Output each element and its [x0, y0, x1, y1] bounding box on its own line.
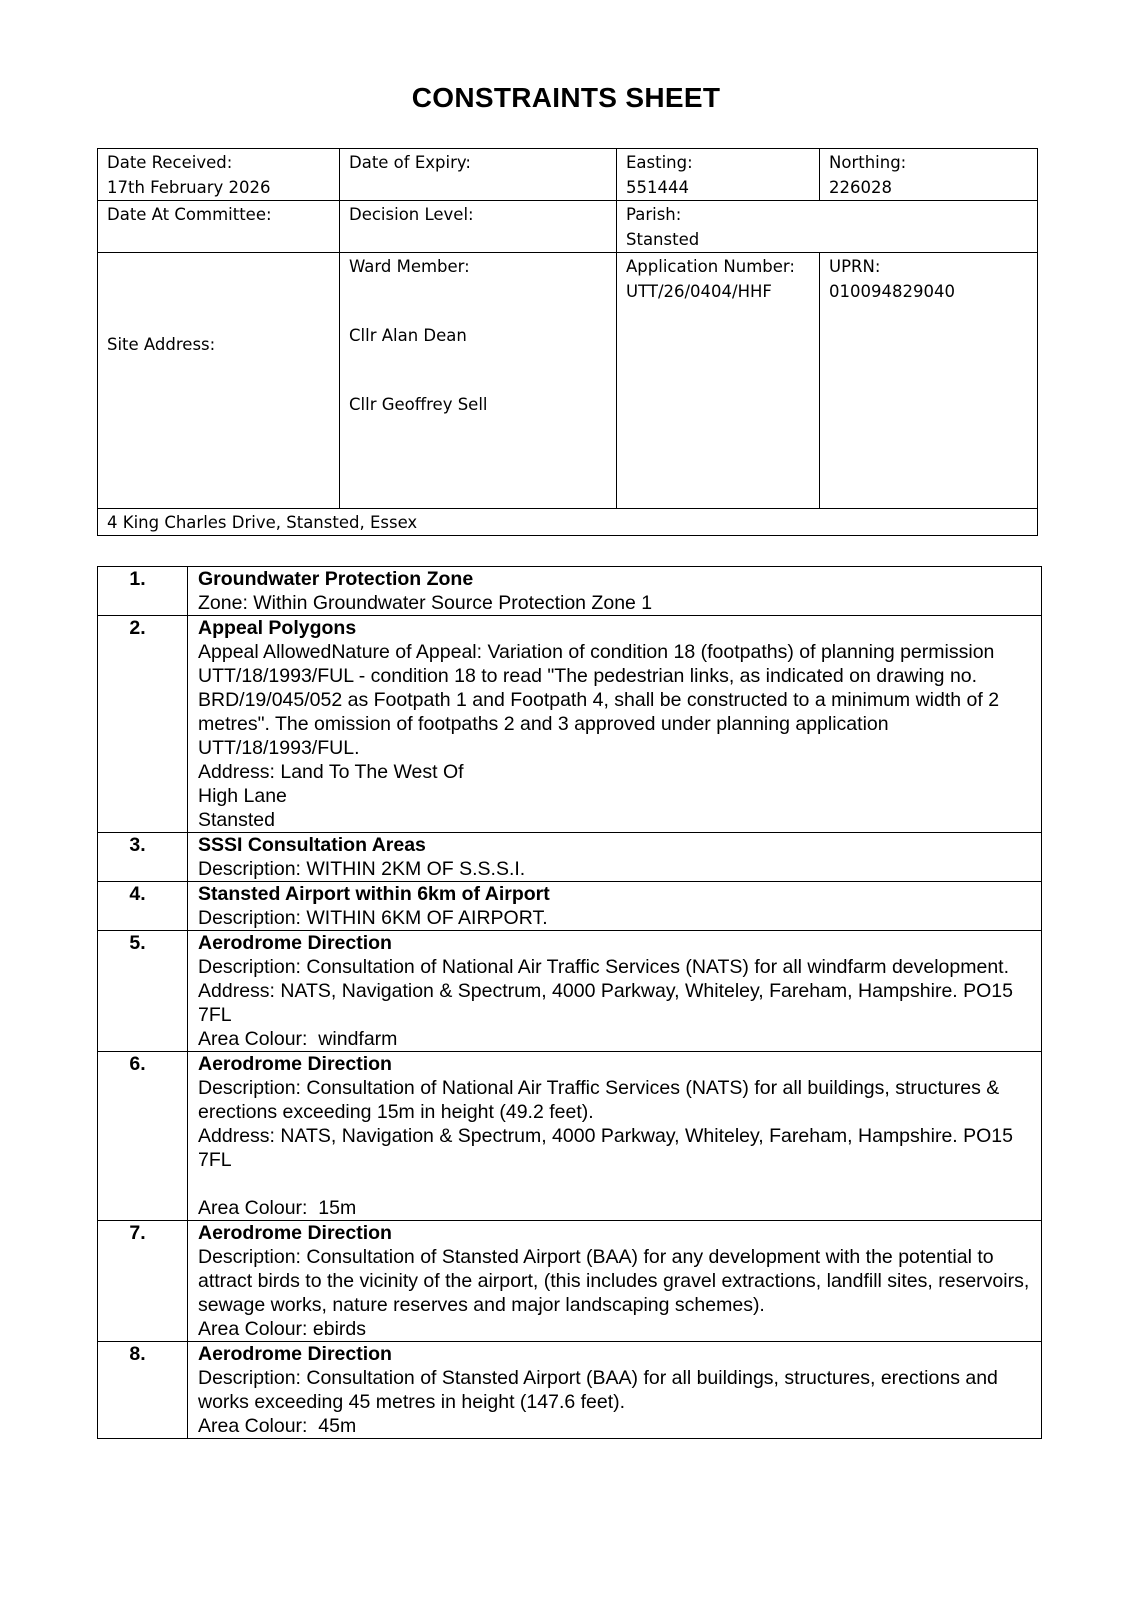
site-address-label: Site Address: [107, 334, 216, 354]
constraint-blank-line [198, 1172, 1031, 1196]
constraint-number: 1. [98, 567, 188, 616]
constraint-heading: Aerodrome Direction [198, 932, 392, 954]
constraint-number: 6. [98, 1052, 188, 1221]
constraint-line: Appeal AllowedNature of Appeal: Variation of condition 18 (footpaths) of planning permission UTT/18/1993/FUL - condition 18 to read "The pedestrian links, as indicated on drawing no. BRD/19/045/052 as Footpath 1 and Footpath 4, shall be constructed to a minimum width of 2 metres". The omission of footpaths 2 and 3 approved under planning application UTT/18/1993/FUL. [198, 641, 1005, 759]
constraint-line: Area Colour: ebirds [198, 1318, 366, 1340]
info-row-3 [98, 253, 1038, 509]
date-received-value: 17th February 2026 [107, 178, 271, 197]
constraint-line: Description: Consultation of National Air Traffic Services (NATS) for all buildings, structures & erections exceeding 15m in height (49.2 feet). [198, 1077, 1005, 1123]
constraint-heading: Stansted Airport within 6km of Airport [198, 883, 550, 905]
parish-cell [617, 201, 1038, 253]
site-address-cell [98, 509, 1038, 536]
application-info-table [97, 148, 1038, 536]
site-address-label-cell [98, 253, 340, 509]
date-at-committee-cell [98, 201, 340, 253]
constraint-number: 4. [98, 882, 188, 931]
constraint-details [188, 567, 1042, 616]
info-row-4 [98, 509, 1038, 536]
constraint-line: Zone: Within Groundwater Source Protection Zone 1 [198, 592, 653, 614]
easting-cell [617, 149, 820, 201]
constraint-heading: SSSI Consultation Areas [198, 834, 426, 856]
decision-level-label: Decision Level: [349, 205, 474, 224]
constraint-line: Description: Consultation of Stansted Airport (BAA) for any development with the potential to attract birds to the vicinity of the airport, (this includes gravel extractions, landfill sites, reservoirs, sewage works, nature reserves and major landscaping schemes). [198, 1246, 1035, 1316]
constraint-line: Address: NATS, Navigation & Spectrum, 4000 Parkway, Whiteley, Fareham, Hampshire. PO15 7FL [198, 980, 1019, 1026]
ward-member-1: Cllr Alan Dean [349, 326, 467, 345]
constraint-line: Area Colour: 45m [198, 1415, 357, 1437]
constraint-heading: Aerodrome Direction [198, 1343, 392, 1365]
constraint-row [98, 1342, 1042, 1439]
decision-level-cell [340, 201, 617, 253]
page-title: CONSTRAINTS SHEET [411, 82, 721, 113]
northing-label: Northing: [829, 153, 907, 172]
constraint-details [188, 616, 1042, 833]
parish-value: Stansted [626, 230, 700, 249]
constraint-heading: Aerodrome Direction [198, 1222, 392, 1244]
constraint-number: 3. [98, 833, 188, 882]
uprn-label: UPRN: [829, 257, 881, 276]
constraint-row [98, 931, 1042, 1052]
info-row-2 [98, 201, 1038, 253]
constraint-number: 8. [98, 1342, 188, 1439]
constraint-line: Stansted [198, 809, 275, 831]
constraint-details [188, 833, 1042, 882]
easting-label: Easting: [626, 153, 693, 172]
date-received-cell [98, 149, 340, 201]
constraints-table [97, 566, 1042, 1439]
constraint-line: Area Colour: 15m [198, 1197, 357, 1219]
constraint-line: Description: WITHIN 6KM OF AIRPORT. [198, 907, 548, 929]
uprn-value: 010094829040 [829, 282, 955, 301]
date-of-expiry-cell [340, 149, 617, 201]
constraint-number: 2. [98, 616, 188, 833]
constraint-line: Description: Consultation of Stansted Airport (BAA) for all buildings, structures, erections and works exceeding 45 metres in height (147.6 feet). [198, 1367, 1004, 1413]
constraint-details [188, 931, 1042, 1052]
constraint-row [98, 1052, 1042, 1221]
constraint-row [98, 833, 1042, 882]
constraint-line: Area Colour: windfarm [198, 1028, 398, 1050]
date-of-expiry-label: Date of Expiry: [349, 153, 471, 172]
constraint-details [188, 1221, 1042, 1342]
info-row-1 [98, 149, 1038, 201]
northing-cell [820, 149, 1038, 201]
constraint-row [98, 567, 1042, 616]
constraint-row [98, 616, 1042, 833]
date-received-label: Date Received: [107, 153, 233, 172]
application-number-value: UTT/26/0404/HHF [626, 282, 772, 301]
site-address-value: 4 King Charles Drive, Stansted, Essex [107, 513, 418, 532]
constraint-heading: Aerodrome Direction [198, 1053, 392, 1075]
constraint-line: Address: NATS, Navigation & Spectrum, 4000 Parkway, Whiteley, Fareham, Hampshire. PO15 7FL [198, 1125, 1019, 1171]
constraints-body [98, 567, 1042, 1439]
constraint-number: 5. [98, 931, 188, 1052]
constraint-heading: Appeal Polygons [198, 617, 357, 639]
constraint-line: Address: Land To The West Of [198, 761, 464, 783]
constraint-number: 7. [98, 1221, 188, 1342]
constraint-line: Description: WITHIN 2KM OF S.S.S.I. [198, 858, 526, 880]
constraint-heading: Groundwater Protection Zone [198, 568, 474, 590]
constraint-details [188, 1052, 1042, 1221]
constraint-details [188, 1342, 1042, 1439]
uprn-cell [820, 253, 1038, 509]
northing-value: 226028 [829, 178, 892, 197]
application-number-label: Application Number: [626, 257, 795, 276]
easting-value: 551444 [626, 178, 689, 197]
ward-member-label: Ward Member: [349, 257, 470, 276]
date-at-committee-label: Date At Committee: [107, 205, 272, 224]
constraint-line: Description: Consultation of National Air Traffic Services (NATS) for all windfarm development. [198, 956, 1010, 978]
constraint-line: High Lane [198, 785, 287, 807]
parish-label: Parish: [626, 205, 682, 224]
application-number-cell [617, 253, 820, 509]
constraint-row [98, 882, 1042, 931]
constraint-details [188, 882, 1042, 931]
ward-member-cell [340, 253, 617, 509]
ward-member-2: Cllr Geoffrey Sell [349, 395, 488, 414]
constraint-row [98, 1221, 1042, 1342]
